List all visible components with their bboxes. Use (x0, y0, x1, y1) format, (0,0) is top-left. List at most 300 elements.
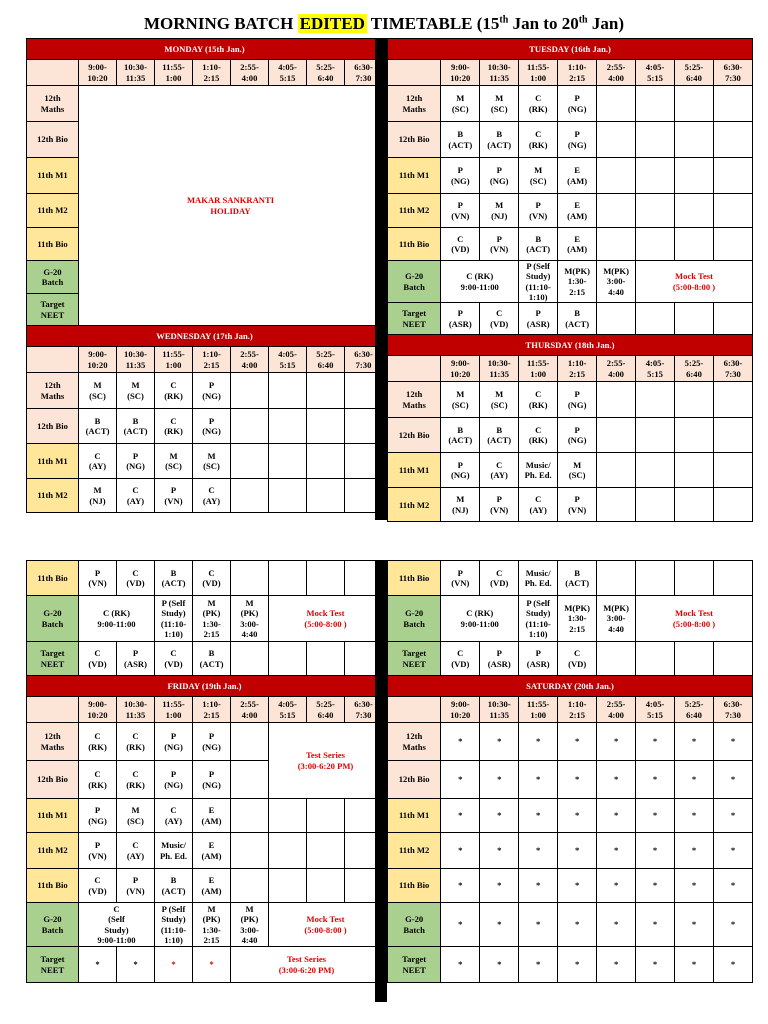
class-cell: * (597, 869, 636, 903)
time-slot-header: 10:30- 11:35 (480, 697, 519, 723)
class-cell: * (480, 869, 519, 903)
class-cell: * (519, 947, 558, 983)
class-cell: P (NG) (441, 158, 480, 194)
corner-cell (388, 60, 441, 86)
time-slot-header: 5:25- 6:40 (675, 697, 714, 723)
class-cell: Music/ Ph. Ed. (155, 833, 193, 869)
class-cell: M (SC) (441, 86, 480, 122)
class-cell: M(PK) 3:00- 4:40 (597, 261, 636, 303)
class-cell (231, 833, 269, 869)
class-cell (636, 194, 675, 228)
table-row (27, 596, 383, 642)
class-cell: * (636, 869, 675, 903)
class-cell (713, 122, 752, 158)
day-header: THURSDAY (18th Jan.) (388, 335, 753, 356)
class-cell: Mock Test (5:00-8:00 ) (269, 596, 383, 642)
class-cell (269, 833, 307, 869)
corner-cell (388, 356, 441, 382)
class-cell: B (ACT) (558, 303, 597, 335)
batch-label: Target NEET (388, 947, 441, 983)
class-cell: B (ACT) (79, 409, 117, 444)
batch-label: 11th M2 (27, 194, 79, 228)
timetable-saturday (387, 560, 753, 983)
class-cell: E (AM) (193, 869, 231, 903)
table-row (388, 869, 753, 903)
time-slot-header: 10:30- 11:35 (117, 60, 155, 86)
time-slot-header: 5:25- 6:40 (307, 347, 345, 373)
class-cell (307, 833, 345, 869)
class-cell: B (ACT) (117, 409, 155, 444)
class-cell (675, 86, 714, 122)
class-cell: C (VD) (79, 869, 117, 903)
class-cell: P (VN) (79, 833, 117, 869)
class-cell: M (NJ) (480, 194, 519, 228)
class-cell: C (VD) (480, 561, 519, 596)
class-cell: P (Self Study) (11:10-1:10) (519, 596, 558, 642)
class-cell: C (AY) (193, 479, 231, 513)
class-cell: * (558, 833, 597, 869)
class-cell: Mock Test (5:00-8:00 ) (636, 261, 753, 303)
batch-label: G-20 Batch (388, 596, 441, 642)
class-cell: C (VD) (441, 228, 480, 261)
class-cell (675, 194, 714, 228)
class-cell: M (SC) (480, 86, 519, 122)
table-row (27, 642, 383, 676)
class-cell (307, 444, 345, 479)
class-cell: C (RK) (519, 382, 558, 418)
class-cell: M(PK) 1:30- 2:15 (558, 261, 597, 303)
class-cell: * (558, 761, 597, 799)
time-slot-header: 9:00- 10:20 (79, 60, 117, 86)
class-cell: * (558, 869, 597, 903)
class-cell (307, 373, 345, 409)
class-cell: * (597, 799, 636, 833)
batch-label: 12th Bio (27, 761, 79, 799)
class-cell: P (ASR) (480, 642, 519, 676)
class-cell: P (NG) (193, 723, 231, 761)
class-cell: C (AY) (155, 799, 193, 833)
class-cell: * (558, 903, 597, 947)
batch-label: 11th M2 (27, 833, 79, 869)
class-cell (713, 228, 752, 261)
class-cell (231, 799, 269, 833)
class-cell: P (NG) (117, 444, 155, 479)
class-cell (713, 561, 752, 596)
time-slot-header: 9:00- 10:20 (441, 60, 480, 86)
class-cell: P (VN) (441, 561, 480, 596)
class-cell: * (597, 761, 636, 799)
class-cell: P (ASR) (441, 303, 480, 335)
class-cell: M (PK) 3:00- 4:40 (231, 903, 269, 947)
class-cell: C (RK) 9:00-11:00 (441, 596, 519, 642)
corner-cell (388, 697, 441, 723)
class-cell (597, 453, 636, 488)
class-cell (636, 642, 675, 676)
class-cell: * (636, 833, 675, 869)
class-cell: C (VD) (558, 642, 597, 676)
timetable-friday (26, 560, 375, 983)
batch-label: 12th Maths (27, 373, 79, 409)
class-cell: * (519, 761, 558, 799)
class-cell (231, 642, 269, 676)
class-cell (636, 453, 675, 488)
class-cell: C (VD) (193, 561, 231, 596)
time-slot-header: 11:55- 1:00 (519, 60, 558, 86)
time-slot-header: 11:55- 1:00 (155, 697, 193, 723)
class-cell: * (519, 869, 558, 903)
batch-label: 12th Bio (27, 122, 79, 158)
class-cell: B (ACT) (480, 122, 519, 158)
class-cell: * (597, 833, 636, 869)
batch-label: 12th Maths (27, 86, 79, 122)
batch-label: Target NEET (388, 642, 441, 676)
class-cell: M (SC) (441, 382, 480, 418)
class-cell (269, 479, 307, 513)
class-cell: C (RK) (519, 86, 558, 122)
class-cell: C (Self Study) 9:00-11:00 (79, 903, 155, 947)
class-cell: M (PK) 3:00- 4:40 (231, 596, 269, 642)
timetable-monday-wednesday (26, 38, 375, 513)
table-row (388, 903, 753, 947)
class-cell: C (VD) (480, 303, 519, 335)
class-cell: C (RK) (155, 373, 193, 409)
table-row (388, 382, 753, 418)
class-cell: E (AM) (193, 799, 231, 833)
center-divider (375, 38, 387, 520)
class-cell: C (RK) 9:00-11:00 (79, 596, 155, 642)
time-slot-header: 2:55- 4:00 (597, 60, 636, 86)
class-cell: M (NJ) (79, 479, 117, 513)
class-cell: P (NG) (558, 418, 597, 453)
class-cell: * (597, 947, 636, 983)
time-slot-header: 2:55- 4:00 (231, 697, 269, 723)
class-cell: P (NG) (193, 409, 231, 444)
class-cell: C (RK) (79, 761, 117, 799)
class-cell: C (RK) (519, 122, 558, 158)
class-cell: * (636, 947, 675, 983)
class-cell: P (NG) (155, 761, 193, 799)
batch-label: 11th M1 (27, 799, 79, 833)
center-divider-lower (375, 560, 387, 1002)
time-slot-header: 11:55- 1:00 (155, 347, 193, 373)
class-cell: P (NG) (79, 799, 117, 833)
class-cell: Test Series (3:00-6:20 PM) (269, 723, 383, 799)
time-slot-header: 4:05- 5:15 (269, 60, 307, 86)
class-cell (231, 479, 269, 513)
class-cell (231, 761, 269, 799)
class-cell: * (636, 903, 675, 947)
time-slot-header: 2:55- 4:00 (597, 697, 636, 723)
class-cell: P (NG) (558, 382, 597, 418)
class-cell: * (636, 761, 675, 799)
class-cell: B (ACT) (155, 561, 193, 596)
corner-cell (27, 347, 79, 373)
class-cell (675, 488, 714, 522)
class-cell: C (RK) (117, 761, 155, 799)
class-cell: E (AM) (558, 158, 597, 194)
class-cell: C (AY) (519, 488, 558, 522)
class-cell (269, 642, 307, 676)
class-cell: P (ASR) (519, 642, 558, 676)
class-cell: C (AY) (117, 479, 155, 513)
table-row (388, 761, 753, 799)
batch-label: Target NEET (27, 642, 79, 676)
time-slot-header: 11:55- 1:00 (155, 60, 193, 86)
class-cell (597, 194, 636, 228)
class-cell: * (441, 903, 480, 947)
time-slot-header: 9:00- 10:20 (79, 697, 117, 723)
batch-label: 11th Bio (27, 869, 79, 903)
class-cell (636, 382, 675, 418)
holiday-notice: MAKAR SANKRANTI HOLIDAY (79, 86, 383, 326)
class-cell: * (519, 799, 558, 833)
day-header: TUESDAY (16th Jan.) (388, 39, 753, 60)
time-slot-header: 9:00- 10:20 (441, 356, 480, 382)
class-cell (713, 303, 752, 335)
class-cell: M(PK) 1:30- 2:15 (558, 596, 597, 642)
time-slot-header: 4:05- 5:15 (269, 347, 307, 373)
time-slot-header: 9:00- 10:20 (441, 697, 480, 723)
class-cell: M (PK) 1:30- 2:15 (193, 903, 231, 947)
table-row (388, 228, 753, 261)
batch-label: 12th Maths (388, 382, 441, 418)
table-row (388, 303, 753, 335)
class-cell: M (SC) (79, 373, 117, 409)
class-cell: * (480, 903, 519, 947)
time-slot-header: 1:10- 2:15 (193, 697, 231, 723)
class-cell: * (519, 903, 558, 947)
table-row (388, 642, 753, 676)
time-slot-header: 10:30- 11:35 (480, 60, 519, 86)
batch-label: 11th M1 (27, 158, 79, 194)
class-cell: * (675, 947, 714, 983)
class-cell: * (480, 723, 519, 761)
class-cell: * (713, 799, 752, 833)
batch-label: 12th Maths (388, 86, 441, 122)
time-slot-header: 11:55- 1:00 (519, 697, 558, 723)
class-cell: * (636, 723, 675, 761)
class-cell (597, 642, 636, 676)
class-cell: * (480, 833, 519, 869)
table-row (27, 444, 383, 479)
class-cell (231, 409, 269, 444)
day-header: FRIDAY (19th Jan.) (27, 676, 383, 697)
class-cell (713, 86, 752, 122)
class-cell (269, 409, 307, 444)
class-cell (636, 86, 675, 122)
class-cell: * (675, 799, 714, 833)
batch-label: G-20 Batch (27, 903, 79, 947)
time-slot-header: 11:55- 1:00 (519, 356, 558, 382)
class-cell: M (SC) (519, 158, 558, 194)
class-cell: * (480, 761, 519, 799)
class-cell (675, 561, 714, 596)
class-cell: * (597, 903, 636, 947)
class-cell (597, 488, 636, 522)
class-cell: C (AY) (117, 833, 155, 869)
class-cell (713, 453, 752, 488)
class-cell: P (VN) (155, 479, 193, 513)
class-cell: M (SC) (193, 444, 231, 479)
class-cell: E (AM) (193, 833, 231, 869)
time-slot-header: 4:05- 5:15 (636, 356, 675, 382)
class-cell: C (VD) (441, 642, 480, 676)
class-cell: P (VN) (480, 488, 519, 522)
class-cell: * (675, 869, 714, 903)
class-cell (713, 194, 752, 228)
corner-cell (27, 60, 79, 86)
time-slot-header: 6:30- 7:30 (713, 356, 752, 382)
class-cell: * (636, 799, 675, 833)
class-cell (597, 228, 636, 261)
batch-label: 11th Bio (27, 561, 79, 596)
class-cell: * (79, 947, 117, 983)
batch-label: 11th Bio (388, 869, 441, 903)
time-slot-header: 10:30- 11:35 (480, 356, 519, 382)
class-cell: C (RK) (117, 723, 155, 761)
batch-label: G-20 Batch (27, 261, 79, 294)
table-row (27, 723, 383, 761)
table-row (388, 947, 753, 983)
class-cell: * (675, 761, 714, 799)
class-cell: P (VN) (519, 194, 558, 228)
class-cell: C (RK) (79, 723, 117, 761)
class-cell: P (NG) (480, 158, 519, 194)
day-header: MONDAY (15th Jan.) (27, 39, 383, 60)
class-cell (231, 561, 269, 596)
class-cell: Music/ Ph. Ed. (519, 561, 558, 596)
class-cell: B (ACT) (519, 228, 558, 261)
batch-label: 11th M1 (27, 444, 79, 479)
table-row (388, 723, 753, 761)
batch-label: 11th M2 (388, 833, 441, 869)
time-slot-header: 4:05- 5:15 (269, 697, 307, 723)
class-cell (675, 228, 714, 261)
class-cell: P (NG) (441, 453, 480, 488)
class-cell: M (SC) (155, 444, 193, 479)
time-slot-header: 1:10- 2:15 (193, 347, 231, 373)
class-cell (597, 86, 636, 122)
class-cell: P (VN) (79, 561, 117, 596)
batch-label: 11th M2 (388, 194, 441, 228)
class-cell: M(PK) 3:00- 4:40 (597, 596, 636, 642)
table-row (388, 86, 753, 122)
class-cell: B (ACT) (441, 418, 480, 453)
table-row (27, 799, 383, 833)
time-slot-header: 2:55- 4:00 (597, 356, 636, 382)
class-cell: P (ASR) (519, 303, 558, 335)
time-slot-header: 2:55- 4:00 (231, 347, 269, 373)
table-row (388, 596, 753, 642)
batch-label: 11th M2 (27, 479, 79, 513)
class-cell (269, 373, 307, 409)
time-slot-header: 10:30- 11:35 (117, 347, 155, 373)
class-cell (231, 444, 269, 479)
batch-label: 12th Bio (388, 761, 441, 799)
table-row (27, 869, 383, 903)
table-row (27, 561, 383, 596)
time-slot-header: 4:05- 5:15 (636, 60, 675, 86)
class-cell (597, 418, 636, 453)
time-slot-header: 6:30- 7:30 (345, 697, 383, 723)
batch-label: 11th Bio (388, 228, 441, 261)
class-cell: C (VD) (79, 642, 117, 676)
class-cell: B (ACT) (441, 122, 480, 158)
class-cell: * (713, 903, 752, 947)
batch-label: 12th Bio (388, 122, 441, 158)
batch-label: 12th Maths (388, 723, 441, 761)
time-slot-header: 5:25- 6:40 (307, 697, 345, 723)
class-cell: M (PK) 1:30- 2:15 (193, 596, 231, 642)
table-row (27, 86, 383, 122)
class-cell: P (NG) (558, 122, 597, 158)
class-cell (713, 382, 752, 418)
class-cell: * (558, 947, 597, 983)
table-row (27, 409, 383, 444)
batch-label: 12th Maths (27, 723, 79, 761)
class-cell: M (SC) (558, 453, 597, 488)
class-cell: E (AM) (558, 228, 597, 261)
time-slot-header: 5:25- 6:40 (307, 60, 345, 86)
batch-label: 11th Bio (27, 228, 79, 261)
class-cell: C (AY) (480, 453, 519, 488)
class-cell: B (ACT) (558, 561, 597, 596)
class-cell: * (441, 799, 480, 833)
class-cell: * (713, 761, 752, 799)
class-cell: * (441, 869, 480, 903)
class-cell: * (441, 833, 480, 869)
class-cell (307, 561, 345, 596)
time-slot-header: 5:25- 6:40 (675, 60, 714, 86)
class-cell (597, 561, 636, 596)
class-cell (675, 122, 714, 158)
table-row (388, 261, 753, 303)
class-cell: Mock Test (5:00-8:00 ) (636, 596, 753, 642)
class-cell (307, 869, 345, 903)
class-cell: * (713, 723, 752, 761)
class-cell: P (Self Study) (11:10- 1:10) (155, 596, 193, 642)
time-slot-header: 6:30- 7:30 (345, 60, 383, 86)
class-cell (269, 799, 307, 833)
batch-label: 11th M1 (388, 799, 441, 833)
batch-label: 12th Bio (27, 409, 79, 444)
class-cell (636, 158, 675, 194)
class-cell: * (441, 723, 480, 761)
page-title: MORNING BATCH EDITED TIMETABLE (15th Jan to 20th Jan) (144, 14, 624, 33)
class-cell: * (675, 833, 714, 869)
batch-label: 11th Bio (388, 561, 441, 596)
corner-cell (27, 697, 79, 723)
class-cell (597, 382, 636, 418)
time-slot-header: 4:05- 5:15 (636, 697, 675, 723)
class-cell: * (713, 833, 752, 869)
class-cell: Music/ Ph. Ed. (519, 453, 558, 488)
class-cell: * (675, 903, 714, 947)
class-cell: C (RK) 9:00-11:00 (441, 261, 519, 303)
class-cell: P (NG) (155, 723, 193, 761)
class-cell: C (RK) (155, 409, 193, 444)
class-cell (636, 122, 675, 158)
class-cell: P (NG) (193, 761, 231, 799)
class-cell: * (558, 723, 597, 761)
class-cell: * (441, 947, 480, 983)
class-cell: * (519, 833, 558, 869)
time-slot-header: 6:30- 7:30 (345, 347, 383, 373)
edited-highlight: EDITED (299, 14, 365, 33)
time-slot-header: 1:10- 2:15 (558, 697, 597, 723)
class-cell: P (VN) (480, 228, 519, 261)
class-cell: P (VN) (441, 194, 480, 228)
